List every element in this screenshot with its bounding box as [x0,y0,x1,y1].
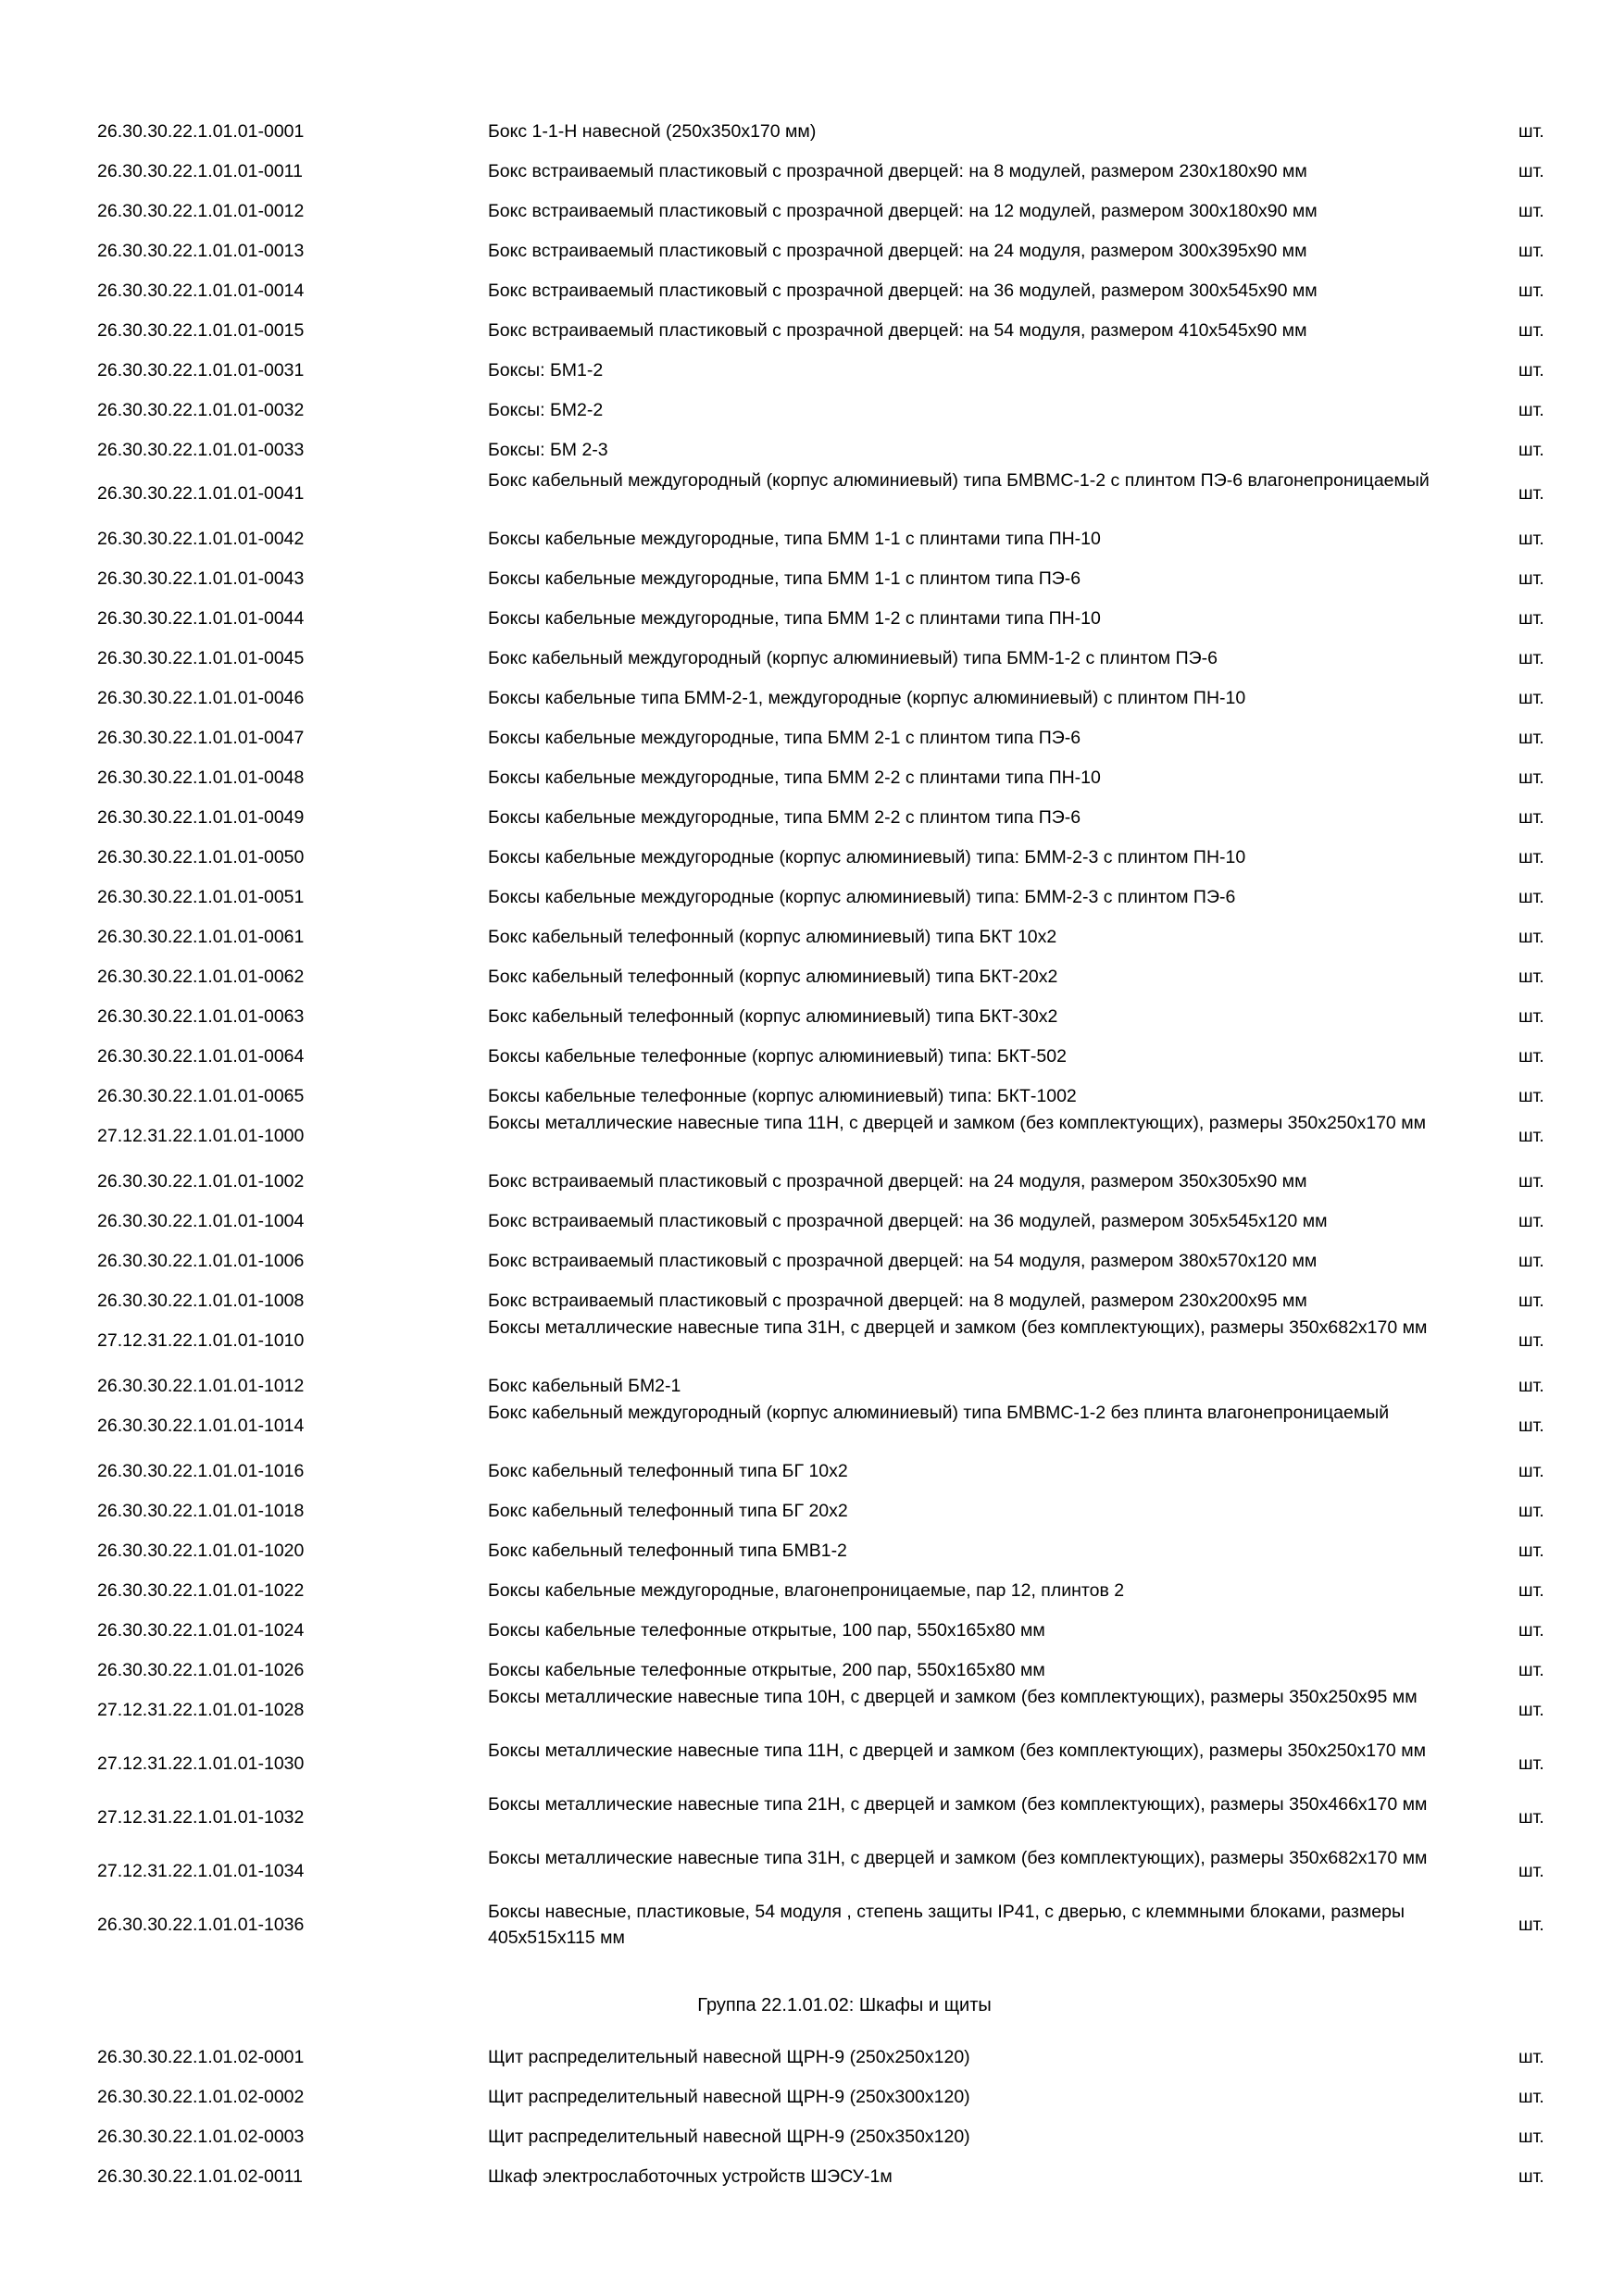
item-code: 26.30.30.22.1.01.01-0011 [97,161,303,181]
item-unit: шт. [1518,440,1544,460]
item-unit: шт. [1518,1861,1544,1881]
item-name: Бокс встраиваемый пластиковый с прозрачной дверцей: на 8 модулей, размером 230х200х95 мм [488,1291,1307,1311]
item-unit: шт. [1518,1126,1544,1146]
item-unit: шт. [1518,1086,1544,1106]
item-unit: шт. [1518,688,1544,708]
item-name: Шкаф электрослаботочных устройств ШЭСУ-1м [488,2166,893,2187]
item-unit: шт. [1518,241,1544,261]
item-unit: шт. [1518,360,1544,381]
item-name: Боксы металлические навесные типа 11Н, с дверцей и замком (без комплектующих), размеры 350х250х170 мм [488,1741,1427,1761]
item-unit: шт. [1518,400,1544,420]
item-unit: шт. [1518,1660,1544,1680]
item-name: Бокс кабельный телефонный типа БГ 10х2 [488,1461,848,1481]
item-name: Бокс встраиваемый пластиковый с прозрачной дверцей: на 8 модулей, размером 230х180х90 мм [488,161,1307,181]
item-code: 27.12.31.22.1.01.01-1032 [97,1807,305,1828]
item-code: 26.30.30.22.1.01.01-0061 [97,927,305,947]
item-name: Бокс встраиваемый пластиковый с прозрачной дверцей: на 36 модулей, размером 305х545х120 мм [488,1211,1328,1231]
item-name: Бокс кабельный междугородный (корпус алюминиевый) типа БММ-1-2 с плинтом ПЭ-6 [488,648,1218,668]
item-unit: шт. [1518,1251,1544,1271]
item-name: Бокс кабельный телефонный (корпус алюминиевый) типа БКТ 10х2 [488,927,1057,947]
item-name: Бокс встраиваемый пластиковый с прозрачной дверцей: на 24 модуля, размером 300х395х90 мм [488,241,1307,261]
item-unit: шт. [1518,529,1544,549]
item-name: Боксы металлические навесные типа 10Н, с дверцей и замком (без комплектующих), размеры 350х250х95 мм [488,1687,1418,1707]
item-name: Боксы металлические навесные типа 21Н, с дверцей и замком (без комплектующих), размеры 350х466х170 мм [488,1794,1428,1815]
item-code: 26.30.30.22.1.01.01-0041 [97,483,305,504]
item-name: Боксы металлические навесные типа 31Н, с дверцей и замком (без комплектующих), размеры 350х682х170 мм [488,1317,1428,1338]
item-code: 27.12.31.22.1.01.01-1034 [97,1861,305,1881]
item-unit: шт. [1518,1416,1544,1436]
item-unit: шт. [1518,1915,1544,1935]
item-code: 26.30.30.22.1.01.01-1008 [97,1291,305,1311]
item-name: Боксы кабельные междугородные, типа БММ 2-1 с плинтом типа ПЭ-6 [488,728,1081,748]
item-name: Бокс кабельный телефонный (корпус алюминиевый) типа БКТ-30х2 [488,1006,1058,1027]
item-code: 26.30.30.22.1.01.01-1018 [97,1501,305,1521]
item-unit: шт. [1518,121,1544,142]
item-name: Боксы кабельные междугородные, типа БММ 2-2 с плинтами типа ПН-10 [488,767,1101,788]
item-name: Щит распределительный навесной ЩРН-9 (250х250х120) [488,2047,970,2067]
item-name: Боксы навесные, пластиковые, 54 модуля , степень защиты IP41, с дверью, с клеммными блоками, размеры 405х515х115 мм [488,1902,1405,1948]
item-unit: шт. [1518,847,1544,867]
item-code: 26.30.30.22.1.01.01-0044 [97,608,305,629]
item-code: 26.30.30.22.1.01.01-0064 [97,1046,305,1067]
item-code: 26.30.30.22.1.01.01-1002 [97,1171,305,1192]
item-code: 26.30.30.22.1.01.01-0065 [97,1086,305,1106]
item-unit: шт. [1518,1753,1544,1774]
item-name: Боксы кабельные телефонные открытые, 200 пар, 550х165х80 мм [488,1660,1045,1680]
item-code: 26.30.30.22.1.01.01-1026 [97,1660,305,1680]
item-unit: шт. [1518,648,1544,668]
item-code: 26.30.30.22.1.01.01-0032 [97,400,305,420]
item-unit: шт. [1518,2087,1544,2107]
item-unit: шт. [1518,2127,1544,2147]
item-unit: шт. [1518,927,1544,947]
item-code: 27.12.31.22.1.01.01-1028 [97,1700,305,1720]
item-name: Бокс 1-1-Н навесной (250х350х170 мм) [488,121,817,142]
item-name: Бокс кабельный БМ2-1 [488,1376,681,1396]
item-code: 26.30.30.22.1.01.01-1024 [97,1620,305,1641]
item-code: 26.30.30.22.1.01.01-1022 [97,1580,305,1601]
item-name: Боксы: БМ 2-3 [488,440,608,460]
item-code: 26.30.30.22.1.01.01-0013 [97,241,305,261]
item-code: 26.30.30.22.1.01.02-0003 [97,2127,305,2147]
item-name: Боксы кабельные телефонные открытые, 100 пар, 550х165х80 мм [488,1620,1045,1641]
item-name: Боксы кабельные типа БММ-2-1, междугородные (корпус алюминиевый) с плинтом ПН-10 [488,688,1246,708]
item-name: Боксы кабельные телефонные (корпус алюминиевый) типа: БКТ-502 [488,1046,1067,1067]
item-unit: шт. [1518,1330,1544,1351]
item-code: 26.30.30.22.1.01.01-0051 [97,887,305,907]
item-code: 27.12.31.22.1.01.01-1010 [97,1330,305,1351]
item-unit: шт. [1518,2047,1544,2067]
item-unit: шт. [1518,1171,1544,1192]
item-code: 26.30.30.22.1.01.01-1020 [97,1541,305,1561]
item-unit: шт. [1518,2166,1544,2187]
item-unit: шт. [1518,483,1544,504]
item-name: Боксы: БМ1-2 [488,360,604,381]
item-code: 26.30.30.22.1.01.01-0014 [97,281,305,301]
item-name: Бокс кабельный телефонный (корпус алюминиевый) типа БКТ-20х2 [488,967,1058,987]
item-code: 26.30.30.22.1.01.01-0012 [97,201,305,221]
item-unit: шт. [1518,728,1544,748]
item-code: 26.30.30.22.1.01.01-1036 [97,1915,305,1935]
item-unit: шт. [1518,1501,1544,1521]
item-code: 26.30.30.22.1.01.01-1016 [97,1461,305,1481]
item-code: 26.30.30.22.1.01.01-0046 [97,688,305,708]
item-code: 26.30.30.22.1.01.02-0002 [97,2087,305,2107]
item-name: Боксы: БМ2-2 [488,400,604,420]
item-name: Боксы кабельные междугородные, типа БММ 1-1 с плинтом типа ПЭ-6 [488,568,1081,589]
item-code: 26.30.30.22.1.01.01-1006 [97,1251,305,1271]
item-name: Боксы кабельные междугородные, типа БММ 2-2 с плинтом типа ПЭ-6 [488,807,1081,828]
item-unit: шт. [1518,1700,1544,1720]
item-code: 26.30.30.22.1.01.01-0015 [97,320,305,341]
item-code: 26.30.30.22.1.01.01-0049 [97,807,305,828]
item-unit: шт. [1518,568,1544,589]
item-unit: шт. [1518,1461,1544,1481]
item-unit: шт. [1518,807,1544,828]
item-name: Бокс встраиваемый пластиковый с прозрачной дверцей: на 54 модуля, размером 410х545х90 мм [488,320,1307,341]
item-code: 26.30.30.22.1.01.01-1004 [97,1211,305,1231]
item-unit: шт. [1518,608,1544,629]
item-name: Бокс встраиваемый пластиковый с прозрачной дверцей: на 36 модулей, размером 300х545х90 мм [488,281,1318,301]
item-name: Боксы кабельные междугородные (корпус алюминиевый) типа: БММ-2-3 с плинтом ПН-10 [488,847,1246,867]
item-name: Боксы кабельные междугородные, типа БММ 1-1 с плинтами типа ПН-10 [488,529,1101,549]
item-code: 26.30.30.22.1.01.01-0048 [97,767,305,788]
item-name: Бокс кабельный телефонный типа БГ 20х2 [488,1501,848,1521]
item-code: 26.30.30.22.1.01.01-0001 [97,121,305,142]
item-code: 26.30.30.22.1.01.02-0011 [97,2166,303,2187]
item-code: 26.30.30.22.1.01.01-0042 [97,529,305,549]
item-name: Бокс кабельный междугородный (корпус алюминиевый) типа БМВМС-1-2 с плинтом ПЭ-6 влагонепроницаемый [488,470,1430,491]
item-name: Щит распределительный навесной ЩРН-9 (250х350х120) [488,2127,970,2147]
item-name: Бокс встраиваемый пластиковый с прозрачной дверцей: на 24 модуля, размером 350х305х90 мм [488,1171,1307,1192]
item-unit: шт. [1518,1006,1544,1027]
item-code: 26.30.30.22.1.01.01-0033 [97,440,305,460]
item-code: 26.30.30.22.1.01.02-0001 [97,2047,305,2067]
item-name: Бокс встраиваемый пластиковый с прозрачной дверцей: на 12 модулей, размером 300х180х90 мм [488,201,1318,221]
item-name: Боксы металлические навесные типа 11Н, с дверцей и замком (без комплектующих), размеры 350х250х170 мм [488,1113,1427,1133]
item-unit: шт. [1518,1211,1544,1231]
item-code: 27.12.31.22.1.01.01-1030 [97,1753,305,1774]
item-name: Боксы кабельные междугородные, типа БММ 1-2 с плинтами типа ПН-10 [488,608,1101,629]
item-unit: шт. [1518,1620,1544,1641]
item-code: 26.30.30.22.1.01.01-1012 [97,1376,305,1396]
item-code: 26.30.30.22.1.01.01-0050 [97,847,305,867]
item-unit: шт. [1518,767,1544,788]
item-unit: шт. [1518,1376,1544,1396]
item-code: 26.30.30.22.1.01.01-0045 [97,648,305,668]
item-unit: шт. [1518,1541,1544,1561]
item-code: 26.30.30.22.1.01.01-0043 [97,568,305,589]
group-heading: Группа 22.1.01.02: Шкафы и щиты [697,1995,992,2015]
item-unit: шт. [1518,1807,1544,1828]
item-unit: шт. [1518,967,1544,987]
item-name: Боксы кабельные телефонные (корпус алюминиевый) типа: БКТ-1002 [488,1086,1077,1106]
item-unit: шт. [1518,161,1544,181]
item-unit: шт. [1518,1291,1544,1311]
item-code: 26.30.30.22.1.01.01-0031 [97,360,305,381]
item-unit: шт. [1518,281,1544,301]
item-unit: шт. [1518,320,1544,341]
item-code: 26.30.30.22.1.01.01-0062 [97,967,305,987]
item-name: Щит распределительный навесной ЩРН-9 (250х300х120) [488,2087,970,2107]
item-name: Бокс кабельный междугородный (корпус алюминиевый) типа БМВМС-1-2 без плинта влагонепроницаемый [488,1403,1390,1423]
item-unit: шт. [1518,1046,1544,1067]
item-code: 27.12.31.22.1.01.01-1000 [97,1126,305,1146]
item-unit: шт. [1518,201,1544,221]
item-name: Боксы кабельные междугородные (корпус алюминиевый) типа: БММ-2-3 с плинтом ПЭ-6 [488,887,1236,907]
item-unit: шт. [1518,887,1544,907]
item-unit: шт. [1518,1580,1544,1601]
item-code: 26.30.30.22.1.01.01-0047 [97,728,305,748]
item-name: Бокс кабельный телефонный типа БМВ1-2 [488,1541,847,1561]
item-name: Боксы металлические навесные типа 31Н, с дверцей и замком (без комплектующих), размеры 350х682х170 мм [488,1848,1428,1868]
item-name: Боксы кабельные междугородные, влагонепроницаемые, пар 12, плинтов 2 [488,1580,1125,1601]
item-code: 26.30.30.22.1.01.01-0063 [97,1006,305,1027]
item-name: Бокс встраиваемый пластиковый с прозрачной дверцей: на 54 модуля, размером 380х570х120 мм [488,1251,1318,1271]
item-code: 26.30.30.22.1.01.01-1014 [97,1416,305,1436]
